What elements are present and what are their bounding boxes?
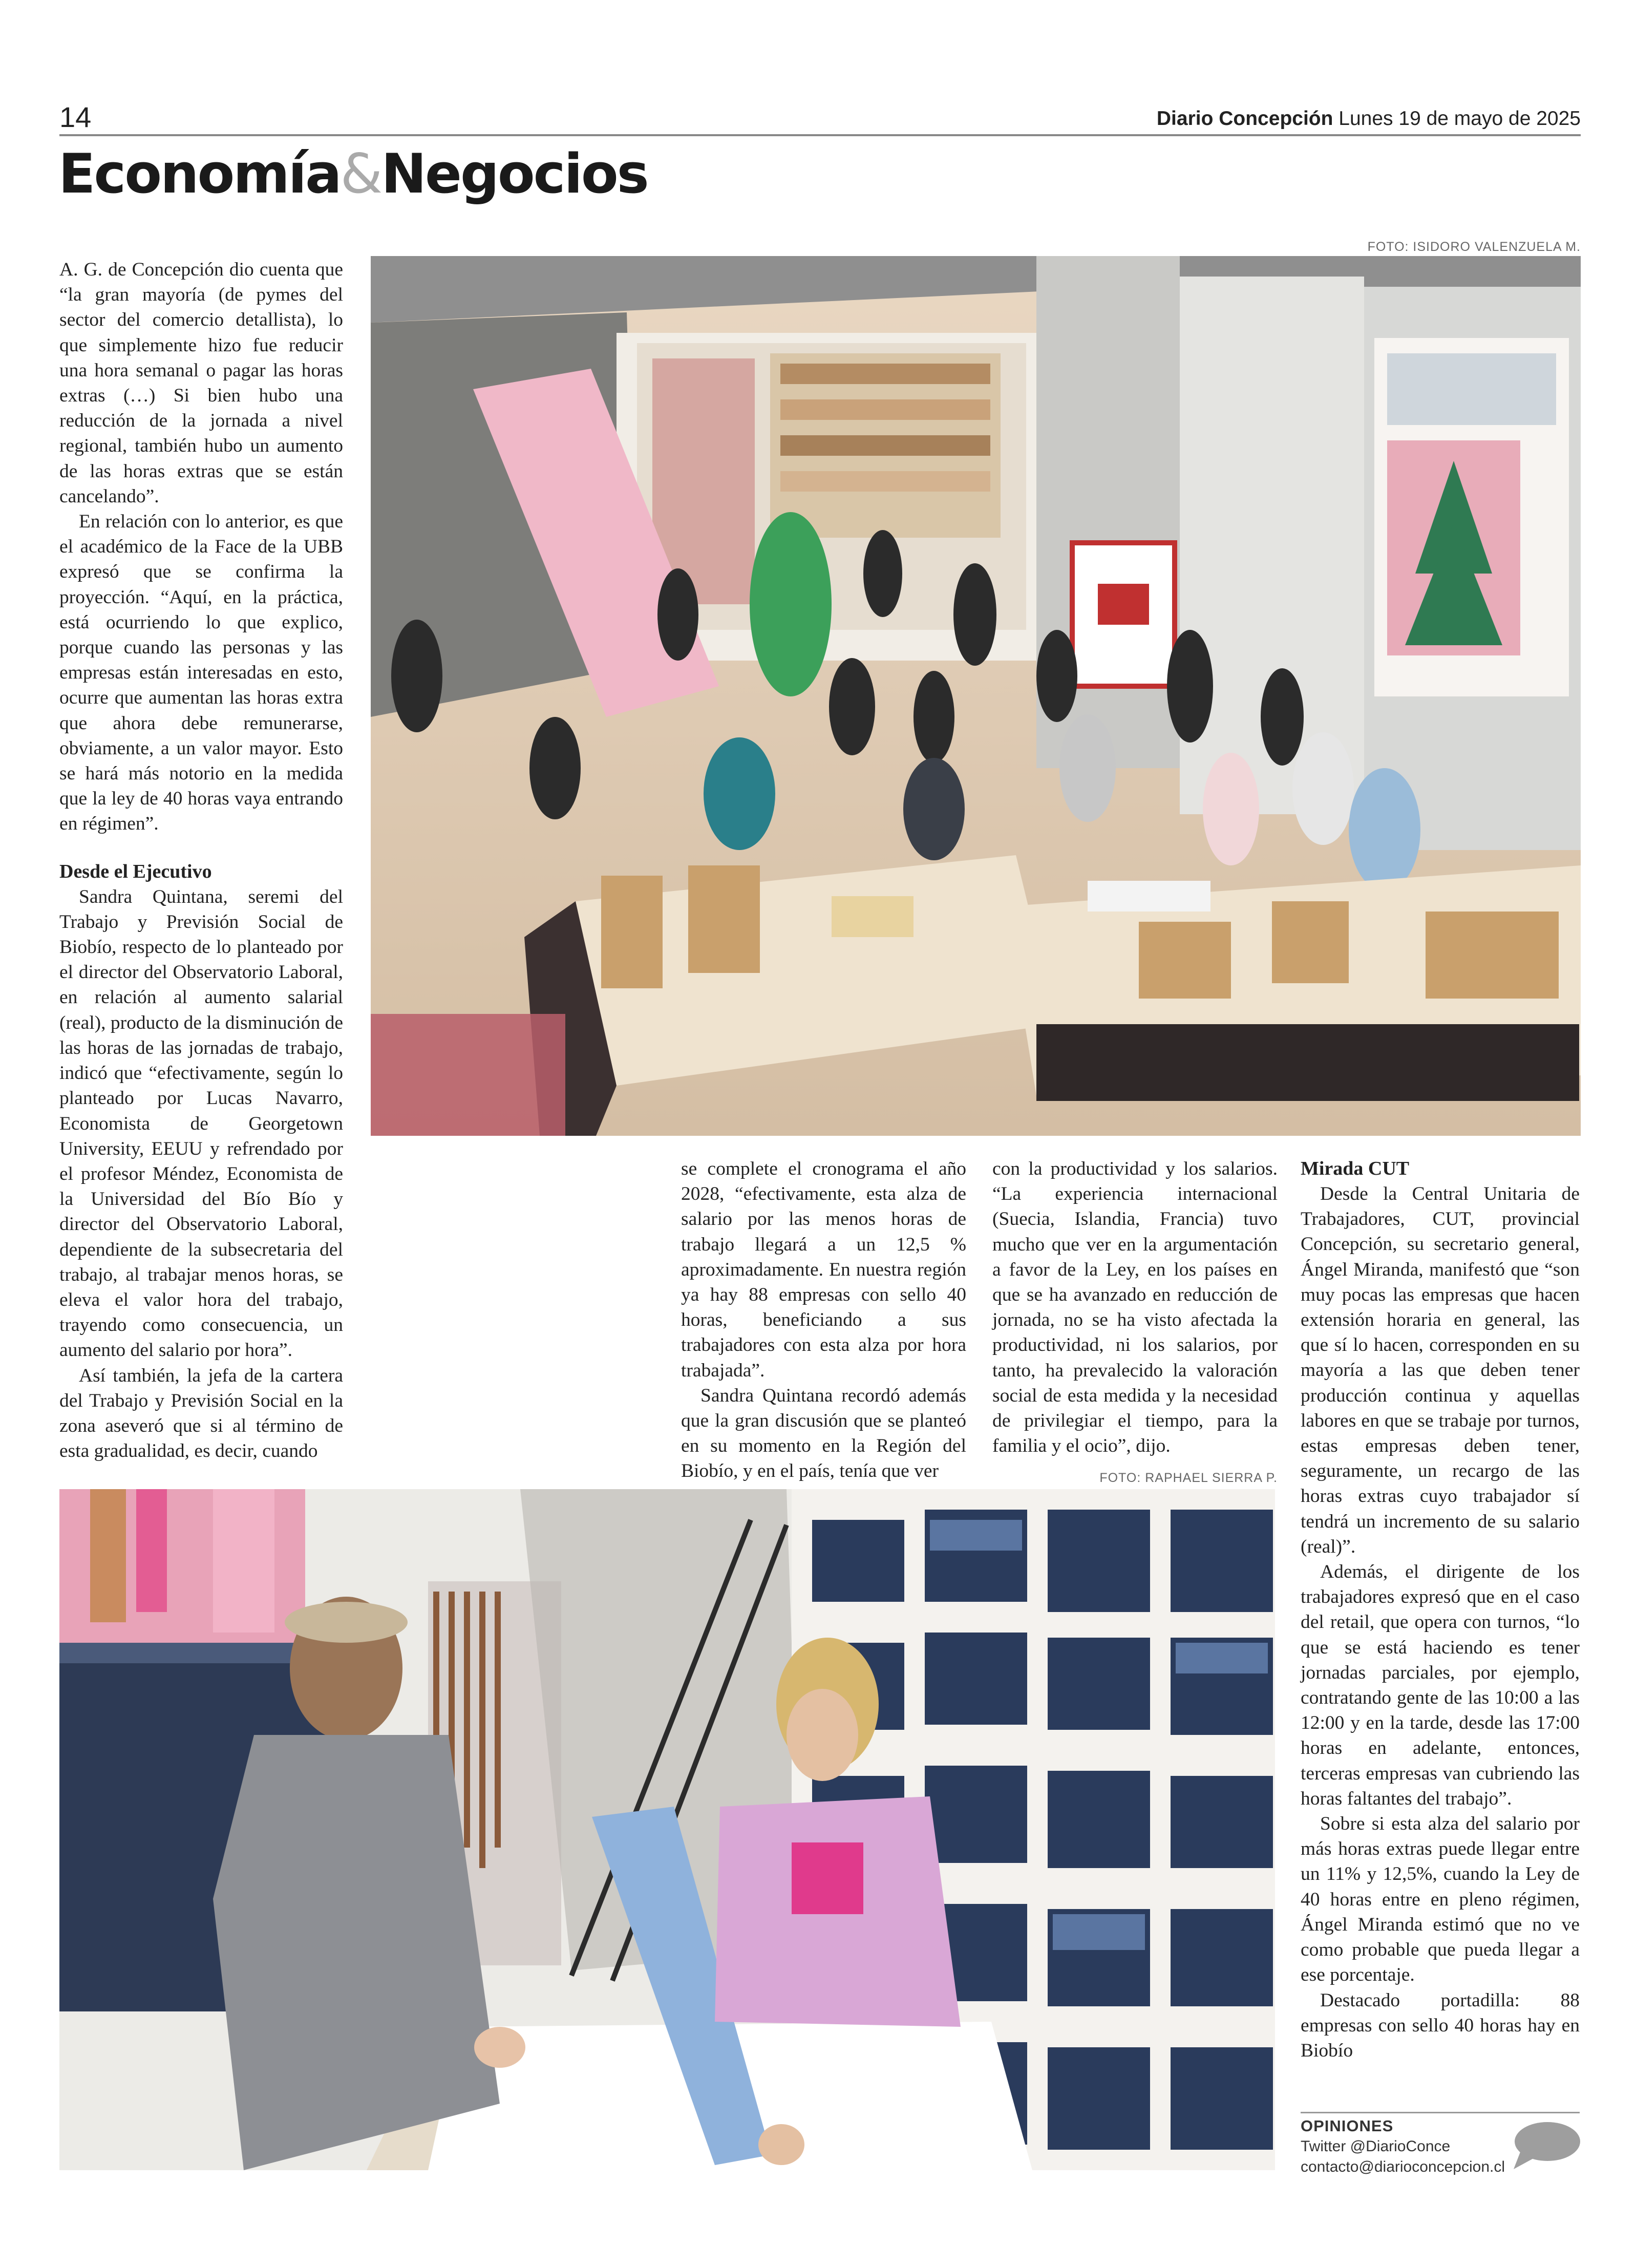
column4-paragraph-3: Sobre si esta alza del salario por más horas extras puede llegar entre un 11% y 12,5%, cuando la Ley de 40 horas entre en pleno régimen, Ángel Miranda estimó que no ve como probable que pueda llegar a ese porcentaje. (1301, 1813, 1580, 1986)
header-rule (59, 134, 1581, 136)
footer-label: OPINIONES (1301, 2117, 1394, 2135)
column1-paragraph-2: En relación con lo anterior, es que el académico de la Face de la UBB expresó que se confirma la proyección. “Aquí, en la práctica, está ocurriendo lo que explico, porque cuando las personas y las empresas están interesadas en esto, ocurre que aumentan las horas extra que ahora debe remunerarse, obviamente, a un valor mayor. Esto se hará más notorio en la medida que la ley de 40 horas vaya entrando en régimen”. (59, 511, 343, 835)
section-title-amp: & (340, 142, 381, 205)
article-column-4 (1301, 1156, 1580, 2063)
column4-paragraph-1: Desde la Central Unitaria de Trabajadores, CUT, provincial Concepción, su secretario general, Ángel Miranda, manifestó que “son muy pocas las empresas que hacen extensión horaria en general, las que sí lo hacen, corresponden en su mayoría a las que deben tener producción continua y aquellas labores en que se trabaje por turnos, estas empresas deben tener, seguramente, un recargo de las horas extras cuyo trabajador sí tendrá un incremento de su salario (real)”. (1301, 1183, 1580, 1557)
mall-photo (371, 256, 1581, 1136)
photo-credit-bottom: FOTO: RAPHAEL SIERRA P. (1099, 1471, 1278, 1485)
photo-credit-top: FOTO: ISIDORO VALENZUELA M. (1367, 240, 1581, 254)
mall-photo-illustration (371, 256, 1581, 1136)
newspaper-name: Diario Concepción (1156, 108, 1333, 130)
footer-twitter[interactable]: Twitter @DiarioConce (1301, 2138, 1451, 2155)
column1-paragraph-3: Sandra Quintana, seremi del Trabajo y Previsión Social de Biobío, respecto de lo planteado por el director del Observatorio Laboral, en relación al aumento salarial (real), producto de la disminución de las horas de las jornadas de trabajo, indicó que “efectivamente, según lo planteado por Lucas Navarro, Economista de Georgetown University, EEUU y refrendado por el profesor Méndez, Economista de la Universidad del Bío Bío y director del Observatorio Laboral, dependiente de la subsecretaria del trabajo, al trabajar menos horas, se eleva el valor hora del trabajo, trayendo como consecuencia, un aumento del salario por hora”. (59, 886, 343, 1361)
footer-email[interactable]: contacto@diarioconcepcion.cl (1301, 2158, 1505, 2175)
article-column-2 (681, 1156, 966, 1484)
clothing-store-illustration (59, 1489, 1275, 2170)
masthead (1157, 108, 1581, 130)
footer-rule (1301, 2112, 1580, 2113)
subhead-desde-el-ejecutivo: Desde el Ejecutivo (59, 860, 212, 882)
footer-contact (1301, 2116, 1505, 2177)
speech-bubble-icon (1511, 2120, 1581, 2170)
issue-date: Lunes 19 de mayo de 2025 (1338, 108, 1581, 130)
column2-paragraph-1: se complete el cronograma el año 2028, “efectivamente, esta alza de salario por las menos horas de trabajo llegará a un 12,5 % aproximadamente. En nuestra región ya hay 88 empresas con sello 40 horas, beneficiando a sus trabajadores con esta alza por hora trabajada”. (681, 1158, 966, 1381)
section-title-right: Negocios (381, 142, 648, 205)
clothing-store-photo (59, 1489, 1275, 2170)
column3-paragraph-1: con la productividad y los salarios. “La experiencia internacional (Suecia, Islandia, Francia) tuvo mucho que ver en la argumentación a favor de la Ley, en los países en que se ha avanzado en reducción de jornada, no se ha visto afectada la productividad, ni los salarios, por tanto, ha prevalecido la valoración social de esta medida y la necesidad de privilegiar el tiempo, para la familia y el ocio”, dijo. (992, 1158, 1278, 1457)
column4-paragraph-2: Además, el dirigente de los trabajadores expresó que en el caso del retail, que opera con turnos, “lo que se está haciendo es tener jornadas parciales, por ejemplo, contratando gente de las 10:00 a las 12:00 y en la tarde, desde las 17:00 horas en adelante, entonces, terceras empresas van cubriendo las horas faltantes del trabajo”. (1301, 1561, 1580, 1809)
column1-paragraph-4: Así también, la jefa de la cartera del Trabajo y Previsión Social en la zona aseveró que si al término de esta gradualidad, es decir, cuando (59, 1365, 343, 1462)
section-title (58, 144, 648, 204)
article-column-3 (992, 1156, 1278, 1458)
page-number: 14 (59, 101, 92, 133)
column1-paragraph-1: A. G. de Concepción dio cuenta que “la gran mayoría (de pymes del sector del comercio detallista), lo que simplemente hizo fue reducir una hora semanal o pagar las horas extras (…) Si bien hubo una reducción de la jornada a nivel regional, también hubo un aumento de las horas extras que se están cancelando”. (59, 259, 343, 507)
column4-paragraph-4: Destacado portadilla: 88 empresas con sello 40 horas hay en Biobío (1301, 1989, 1580, 2061)
subhead-mirada-cut: Mirada CUT (1301, 1158, 1410, 1179)
article-column-1 (59, 257, 343, 1464)
column2-paragraph-2: Sandra Quintana recordó además que la gran discusión que se planteó en su momento en la Región del Biobío, y en el país, tenía que ver (681, 1385, 966, 1482)
section-title-left: Economía (58, 142, 341, 205)
